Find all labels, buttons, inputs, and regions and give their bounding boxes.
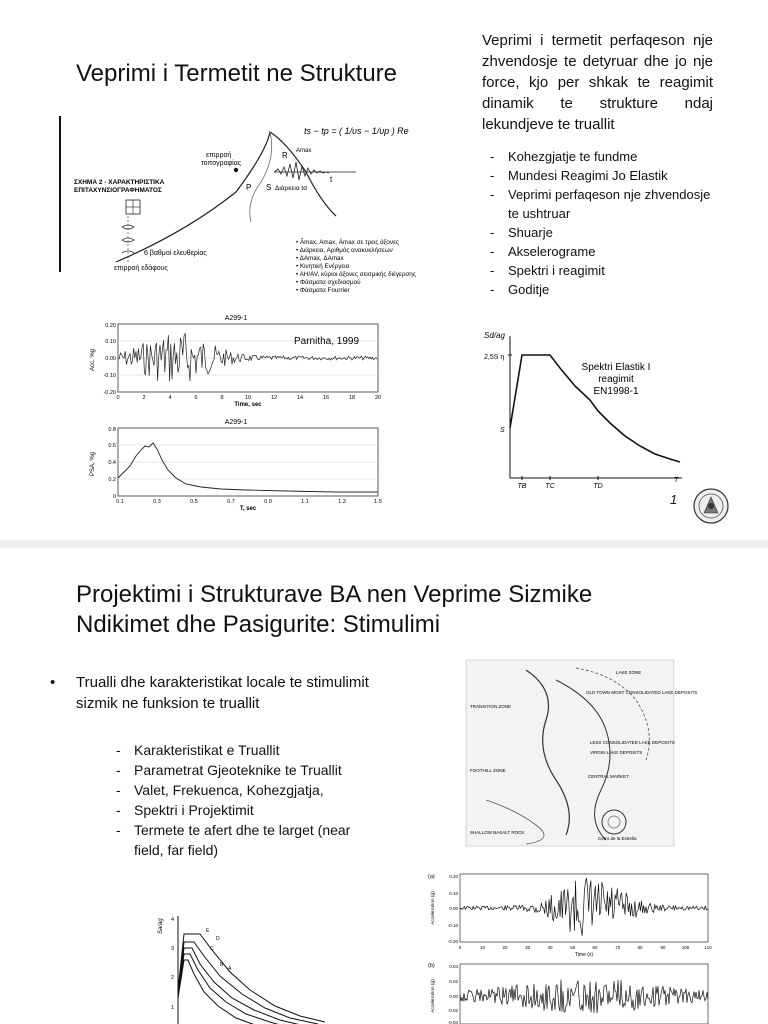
x-tick: TB xyxy=(517,483,527,490)
psa-spectrum-chart xyxy=(86,416,386,512)
y-tick: -0.10 xyxy=(103,373,116,379)
map-label: LAKE ZONE xyxy=(616,670,642,675)
elastic-spectrum-chart xyxy=(480,328,690,498)
sub-bullet-list xyxy=(112,740,382,860)
note-1: • Διάρκεια, Αριθμός ανακυκλήσεων xyxy=(296,247,393,254)
x-tick: 110 xyxy=(704,945,712,950)
y-tick: 2 xyxy=(170,975,174,981)
y-tick: 1 xyxy=(170,1005,174,1011)
note-5: • Φάσματα σχεδιασμού xyxy=(296,279,361,286)
map-label: SHALLOW BASALT ROCK xyxy=(470,830,525,835)
list-item: - Termete te afert dhe te larget (near field, far field) xyxy=(112,820,382,860)
curve-label: D xyxy=(216,936,220,942)
label-topography-1: επιρροή xyxy=(206,152,232,159)
y-tick: 0.00 xyxy=(105,356,116,362)
map-label: OLD TOWN MOST CONSOLIDATED LAKE DEPOSITS xyxy=(586,690,698,695)
list-item: - Veprimi perfaqeson nje zhvendosje te ushtruar xyxy=(486,185,716,223)
list-item: - Karakteristikat e Truallit xyxy=(112,740,382,760)
y-axis-label: Acc. %g xyxy=(90,348,96,372)
label-Amax: Αmax xyxy=(296,148,312,154)
bullet-dot: • xyxy=(50,674,56,691)
map-label: VIRGIN LAKE DEPOSITS xyxy=(590,750,643,755)
x-axis-label: T, sec xyxy=(239,506,257,512)
x-tick: TD xyxy=(593,483,603,490)
y-tick: -0.02 xyxy=(447,1008,458,1013)
y-tick: 0.20 xyxy=(105,323,116,329)
spectrum-curve-d xyxy=(178,954,290,1024)
note-3: • Κινητική Ενέργεια xyxy=(296,263,350,270)
x-tick: 16 xyxy=(322,395,330,401)
label-dof: 6 βαθμοί ελευθερίας xyxy=(144,250,207,257)
note-6: • Φάσματα Fourrier xyxy=(296,287,350,294)
x-tick: T xyxy=(674,477,679,484)
list-item: - Kohezgjatje te fundme xyxy=(486,147,716,166)
characteristics-list xyxy=(486,147,716,299)
y-tick: 0 xyxy=(112,494,116,500)
x-tick: 20 xyxy=(374,395,382,401)
list-item: - Akselerograme xyxy=(486,242,716,261)
x-tick: 2 xyxy=(142,395,146,401)
x-tick: 40 xyxy=(547,945,553,950)
main-bullet xyxy=(50,672,376,714)
list-item: - Spektri i Projektimit xyxy=(112,800,382,820)
map-label: TRANSITION ZONE xyxy=(470,704,512,709)
acceleration-trace-a xyxy=(460,878,708,936)
y-tick: 0.20 xyxy=(449,874,458,879)
list-item: - Spektri i reagimit xyxy=(486,261,716,280)
label-t: t xyxy=(330,175,333,184)
x-tick: 60 xyxy=(592,945,598,950)
list-item: - Valet, Frekuenca, Kohezgjatja, xyxy=(112,780,382,800)
formula: ts − tp = ( 1/υs − 1/υp ) Re xyxy=(304,126,409,136)
note-2: • ΔAmax, ΔAmax xyxy=(296,255,344,262)
chart-annotation: Parnitha, 1999 xyxy=(294,336,360,347)
peak-label: 2,5S η xyxy=(484,354,505,361)
list-item: - Parametrat Gjeoteknike te Truallit xyxy=(112,760,382,780)
y-tick: -0.10 xyxy=(447,923,458,928)
x-ticks-a xyxy=(459,945,712,950)
ray-path xyxy=(250,132,272,222)
x-tick: TC xyxy=(545,483,555,490)
x-tick: 80 xyxy=(637,945,643,950)
x-tick: 0.1 xyxy=(116,499,124,505)
chart-title: A299-1 xyxy=(224,315,248,322)
gridlines xyxy=(118,445,378,479)
x-tick: 50 xyxy=(570,945,576,950)
x-tick: 18 xyxy=(348,395,356,401)
slide-1-title: Veprimi i Termetit ne Strukture xyxy=(76,60,398,87)
y-axis-label: Acceleration (g) xyxy=(431,891,436,925)
s-label: S xyxy=(500,427,505,434)
y-tick: 0.8 xyxy=(108,427,116,433)
label-P: P xyxy=(246,183,252,192)
main-bullet-text: Trualli dhe karakteristikat locale te stimulimit sizmik ne funksion te truallit xyxy=(76,674,369,712)
label-soil: επιρροή εδάφους xyxy=(114,265,168,272)
slide-2-title-line-1: Projektimi i Strukturave BA nen Veprime Sizmike xyxy=(76,581,593,608)
page-number: 1 xyxy=(670,492,678,507)
list-item: - Mundesi Reagimi Jo Elastik xyxy=(486,166,716,185)
y-axis-label: Sd/ag xyxy=(484,331,505,340)
acceleration-records-chart xyxy=(426,870,718,1024)
x-tick: 1.3 xyxy=(338,499,346,505)
accelerogram-chart xyxy=(86,312,386,408)
x-axis-label: Time, sec xyxy=(234,402,262,408)
map-label: Cerro de la Estrella xyxy=(598,836,637,841)
map-label: LESS CONSOLIDATED LAKE DEPOSITS xyxy=(590,740,675,745)
map-label: CENTRAL MARKET xyxy=(588,774,629,779)
panel-label-a: (a) xyxy=(428,874,435,880)
x-tick: 0 xyxy=(458,945,462,950)
curve-label: B xyxy=(220,962,224,968)
x-tick: 12 xyxy=(270,395,278,401)
y-axis-label: Sa/ag xyxy=(158,918,164,934)
x-tick: 20 xyxy=(502,945,508,950)
station-point xyxy=(234,168,238,172)
y-tick: 0.6 xyxy=(108,443,116,449)
y-tick: 0.00 xyxy=(449,906,458,911)
design-spectra-chart xyxy=(150,910,340,1024)
scheme-title-1: ΣΧΗΜΑ 2 - ΧΑΡΑΚΤΗΡΙΣΤΙΚΑ xyxy=(74,179,165,186)
curve-label: E xyxy=(206,928,210,934)
earthquake-characteristics-diagram xyxy=(56,112,446,304)
map-label: FOOTHILL ZONE xyxy=(470,768,506,773)
x-tick: 90 xyxy=(660,945,666,950)
label-R: R xyxy=(282,151,288,160)
x-tick: 30 xyxy=(525,945,531,950)
x-tick: 0.9 xyxy=(264,499,272,505)
list-item: - Shuarje xyxy=(486,223,716,242)
chart-title: A299-1 xyxy=(224,419,248,426)
x-tick: 6 xyxy=(194,395,198,401)
y-tick: 0.4 xyxy=(108,460,116,466)
spectrum-curve-c xyxy=(178,948,305,1024)
y-tick: 0.2 xyxy=(108,477,116,483)
y-tick: 3 xyxy=(170,946,174,952)
intro-paragraph: Veprimi i termetit perfaqeson nje zhvendosje te detyruar dhe jo nje force, kjo per shkak te reagimit dinamik te strukture ndaj lekundjeve te truallit xyxy=(482,32,713,133)
y-tick: 0.04 xyxy=(449,964,458,969)
y-tick: 0.10 xyxy=(105,339,116,345)
psa-curve xyxy=(118,443,378,492)
label-topography-2: τοπογραφίας xyxy=(201,160,242,167)
spectrum-caption-2: reagimit xyxy=(598,374,634,385)
y-tick: 4 xyxy=(170,917,174,923)
spectrum-caption-3: EN1998-1 xyxy=(593,386,639,397)
spectrum-caption-1: Spektri Elastik I xyxy=(581,362,651,373)
y-tick: 0.00 xyxy=(449,994,458,999)
label-S: S xyxy=(266,183,272,192)
panel-label-b: (b) xyxy=(428,963,435,969)
y-axis-label: Acceleration (g) xyxy=(431,979,436,1013)
curve-label: A xyxy=(228,966,232,972)
note-4: • AH/AV, κύριοι άξονες σεισμικής διέγερσης xyxy=(296,271,416,278)
curve-label: C xyxy=(210,946,214,952)
slide-separator xyxy=(0,540,768,548)
x-tick: 14 xyxy=(296,395,304,401)
x-tick: 0.5 xyxy=(190,499,198,505)
list-item: - Goditje xyxy=(486,280,716,299)
slide-2-title-line-2: Ndikimet dhe Pasigurite: Stimulimi xyxy=(76,611,441,638)
x-tick: 70 xyxy=(615,945,621,950)
university-seal xyxy=(692,486,730,526)
x-axis-label: Time (s) xyxy=(574,952,594,958)
x-tick: 10 xyxy=(479,945,486,950)
y-tick: -0.20 xyxy=(103,390,116,396)
y-axis-label: PSA, %g xyxy=(90,451,96,477)
x-tick: 0.3 xyxy=(153,499,161,505)
x-tick: 10 xyxy=(244,395,252,401)
y-tick: -0.04 xyxy=(447,1020,458,1024)
scheme-title-2: ΕΠΙΤΑΧΥΝΣΙΟΓΡΑΦΗΜΑΤΟΣ xyxy=(74,187,162,194)
soil-zone-map xyxy=(466,660,698,846)
x-tick: 8 xyxy=(220,395,224,401)
y-tick: 0.02 xyxy=(449,979,458,984)
x-tick: 0.7 xyxy=(227,499,235,505)
y-tick: -0.20 xyxy=(447,939,458,944)
x-tick: 4 xyxy=(168,395,172,401)
x-tick: 1.5 xyxy=(374,499,382,505)
x-tick: 0 xyxy=(116,395,120,401)
x-tick: 1.1 xyxy=(301,499,309,505)
acceleration-trace-b xyxy=(460,980,708,1014)
x-tick: 100 xyxy=(681,945,690,950)
label-duration: Διάρκεια td xyxy=(275,185,307,192)
y-tick: 0.10 xyxy=(449,891,458,896)
note-0: • Ãmax, Amax, Ámax σε τρεις άξονες xyxy=(296,239,399,246)
